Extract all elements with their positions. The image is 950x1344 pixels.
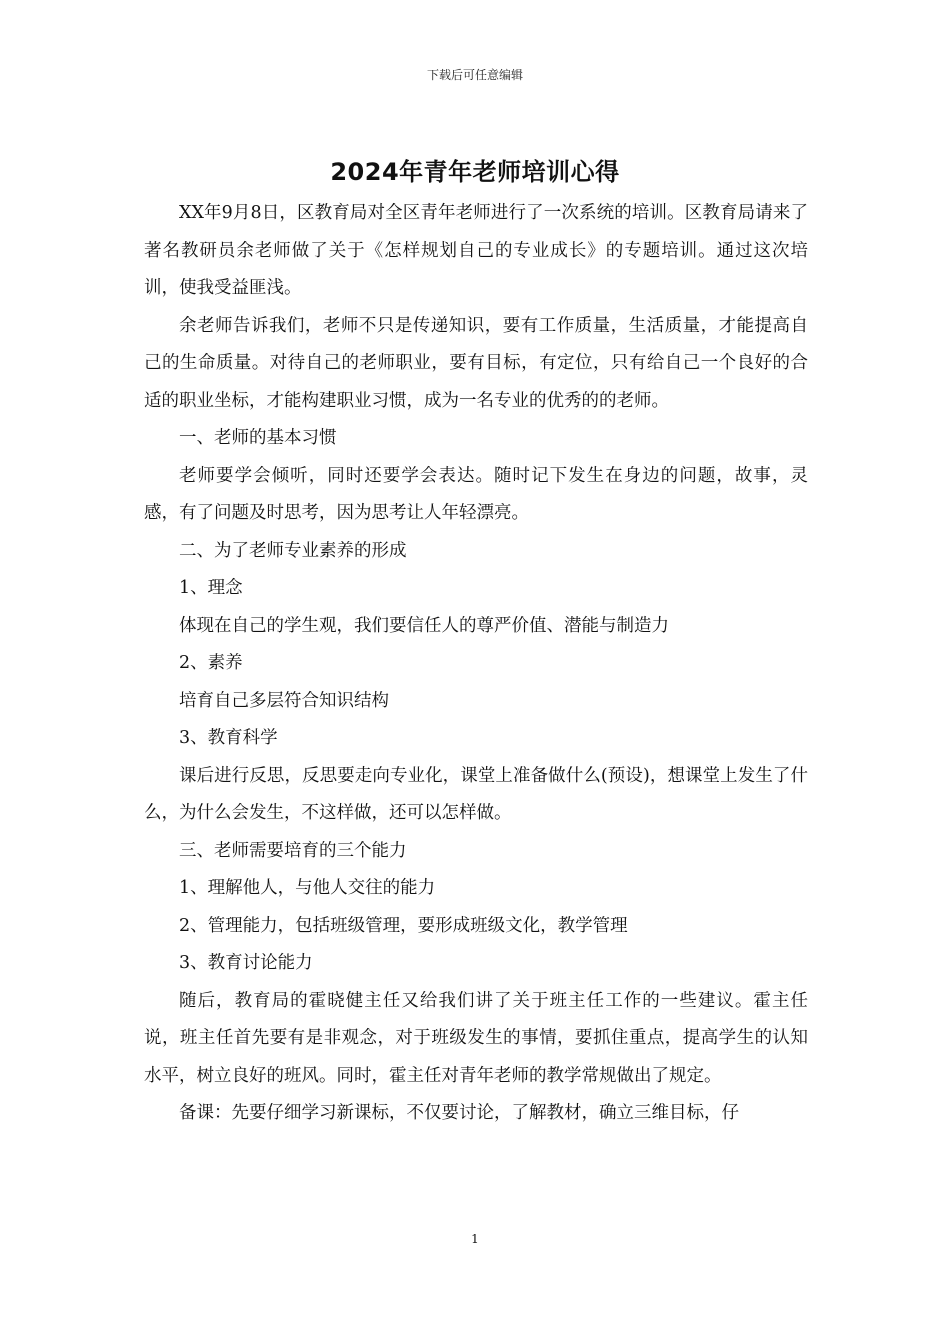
header-note: 下载后可任意编辑 (426, 68, 523, 82)
paragraph: 余老师告诉我们，老师不只是传递知识，要有工作质量，生活质量，才能提高自己的生命质量。对待自己的老师职业，要有目标，有定位，只有给自己一个良好的合适的职业坐标，才能构建职业习惯，成为一名专业的优秀的的老师。 (144, 315, 808, 411)
paragraph: 老师要学会倾听，同时还要学会表达。随时记下发生在身边的问题，故事，灵感，有了问题及时思考，因为思考让人年轻漂亮。 (144, 465, 808, 523)
section-heading: 一、老师的基本习惯 (179, 428, 337, 448)
section-heading: 三、老师需要培育的三个能力 (179, 840, 407, 861)
paragraph: 培育自己多层符合知识结构 (179, 690, 389, 711)
sub-heading: 1、理念 (179, 578, 243, 598)
paragraph: 课后进行反思，反思要走向专业化，课堂上准备做什么(预设)，想课堂上发生了什么，为什么会发生，不这样做，还可以怎样做。 (144, 765, 808, 823)
sub-heading: 2、素养 (179, 653, 243, 673)
list-item: 2、管理能力，包括班级管理，要形成班级文化，教学管理 (179, 915, 628, 936)
section-heading: 二、为了老师专业素养的形成 (179, 540, 407, 561)
list-item: 1、理解他人，与他人交往的能力 (179, 878, 436, 898)
paragraph: XX年9月8日，区教育局对全区青年老师进行了一次系统的培训。区教育局请来了著名教研员余老师做了关于《怎样规划自己的专业成长》的专题培训。通过这次培训，使我受益匪浅。 (144, 203, 808, 298)
page-number: 1 (471, 1232, 479, 1246)
document-body (144, 195, 808, 1133)
paragraph: 随后，教育局的霍晓健主任又给我们讲了关于班主任工作的一些建议。霍主任说，班主任首先要有是非观念，对于班级发生的事情，要抓住重点，提高学生的认知水平，树立良好的班风。同时，霍主任对青年老师的教学常规做出了规定。 (144, 990, 808, 1086)
paragraph: 体现在自己的学生观，我们要信任人的尊严价值、潜能与制造力 (179, 615, 669, 636)
sub-heading: 3、教育科学 (179, 728, 278, 748)
document-title: 2024年青年老师培训心得 (330, 158, 620, 186)
paragraph: 备课：先要仔细学习新课标，不仅要讨论，了解教材，确立三维目标，仔 (179, 1103, 739, 1123)
list-item: 3、教育讨论能力 (179, 953, 313, 973)
